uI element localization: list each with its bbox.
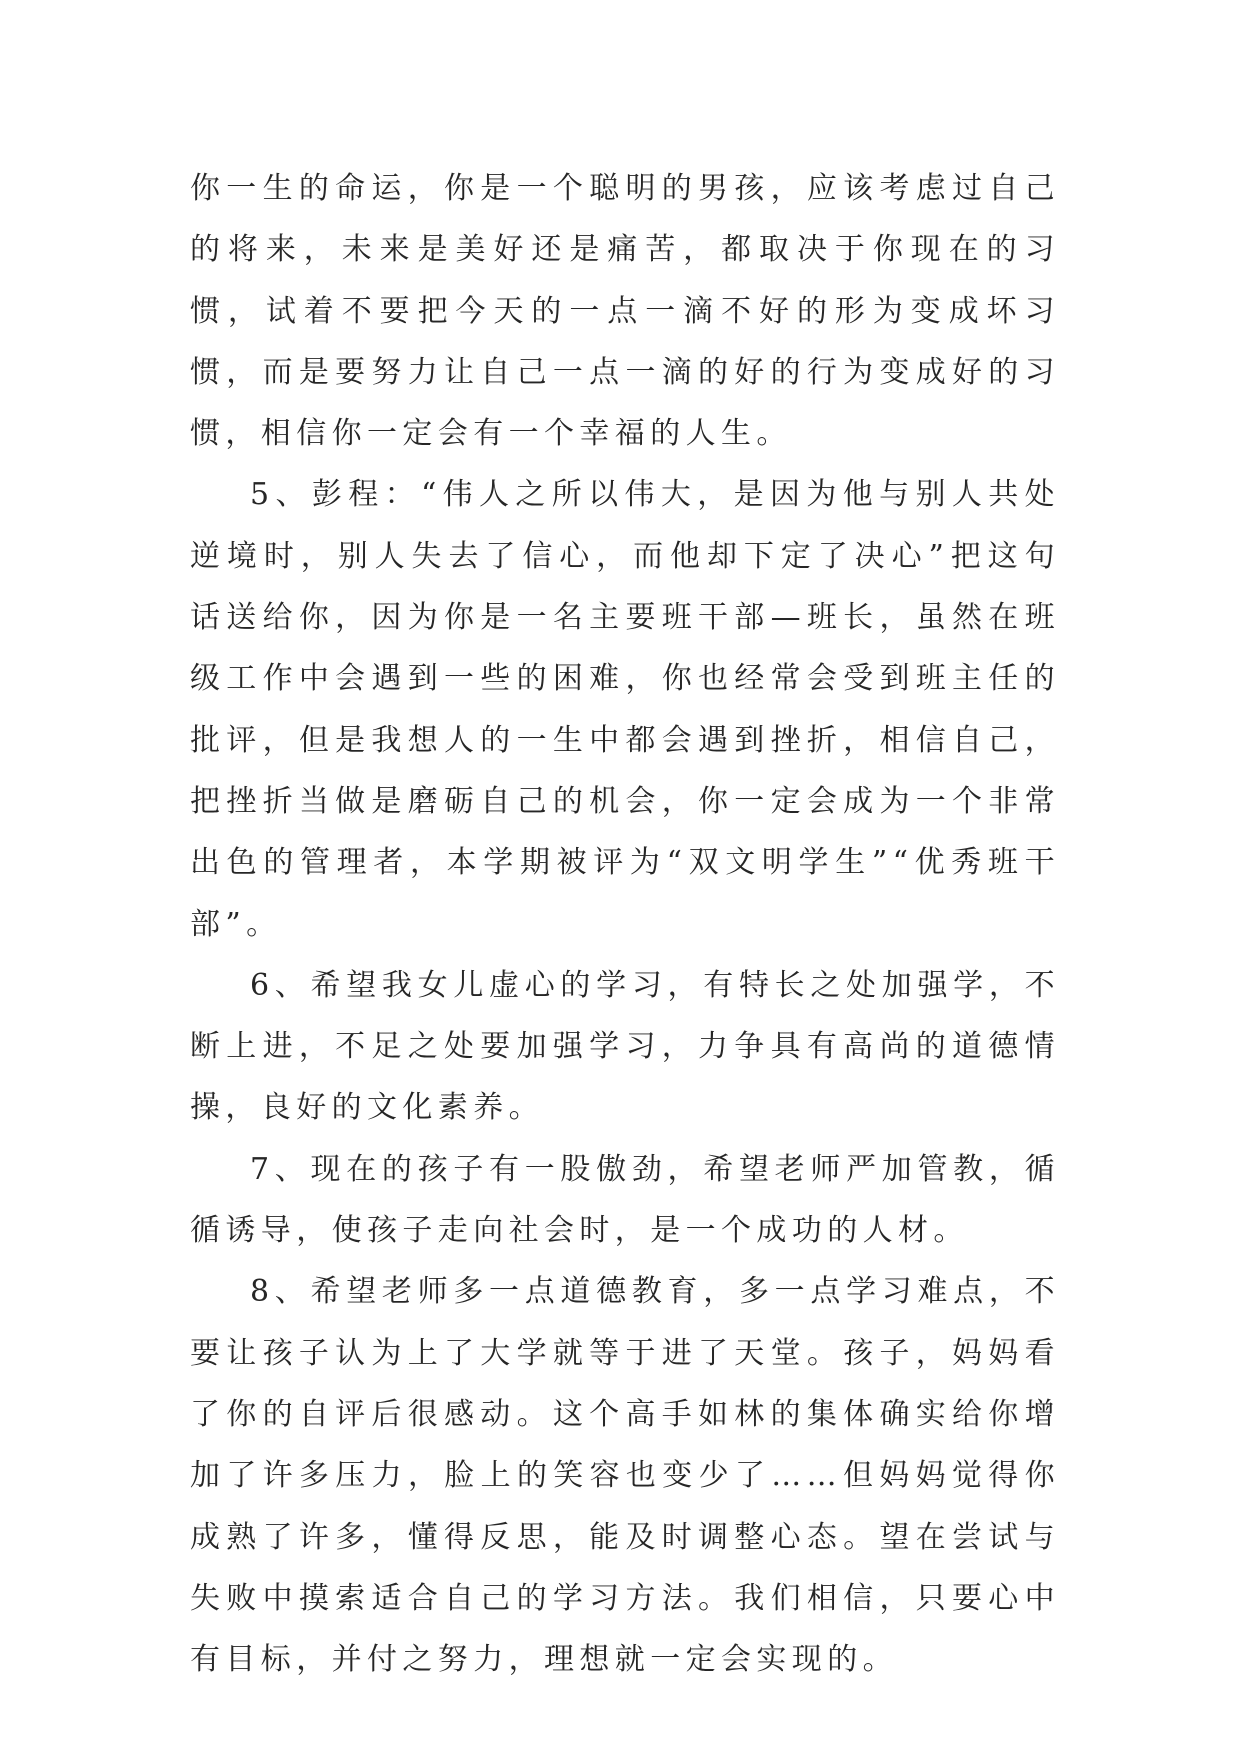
paragraph-item-7: 7、现在的孩子有一股傲劲，希望老师严加管教，循循诱导，使孩子走向社会时，是一个成功的人材。 (190, 1151, 1060, 1249)
paragraph-item-8: 8、希望老师多一点道德教育，多一点学习难点，不要让孩子认为上了大学就等于进了天堂。孩子，妈妈看了你的自评后很感动。这个高手如林的集体确实给你增加了许多压力，脸上的笑容也变少了……但妈妈觉得你成熟了许多，懂得反思，能及时调整心态。望在尝试与失败中摸索适合自己的学习方法。我们相信，只要心中有目标，并付之努力，理想就一定会实现的。 (190, 1274, 1060, 1678)
paragraph-item-5: 5、彭程：“伟人之所以伟大，是因为他与别人共处逆境时，别人失去了信心，而他却下定了决心”把这句话送给你，因为你是一名主要班干部—班长，虽然在班级工作中会遇到一些的困难，你也经常会受到班主任的批评，但是我想人的一生中都会遇到挫折，相信自己，把挫折当做是磨砺自己的机会，你一定会成为一个非常出色的管理者，本学期被评为“双文明学生”“优秀班干部”。 (190, 477, 1060, 942)
document-body (190, 158, 1060, 1690)
paragraph-continued: 你一生的命运，你是一个聪明的男孩，应该考虑过自己的将来，未来是美好还是痛苦，都取决于你现在的习惯，试着不要把今天的一点一滴不好的形为变成坏习惯，而是要努力让自己一点一滴的好的行为变成好的习惯，相信你一定会有一个幸福的人生。 (190, 171, 1060, 452)
paragraph-item-6: 6、希望我女儿虚心的学习，有特长之处加强学，不断上进，不足之处要加强学习，力争具有高尚的道德情操，良好的文化素养。 (190, 967, 1060, 1126)
